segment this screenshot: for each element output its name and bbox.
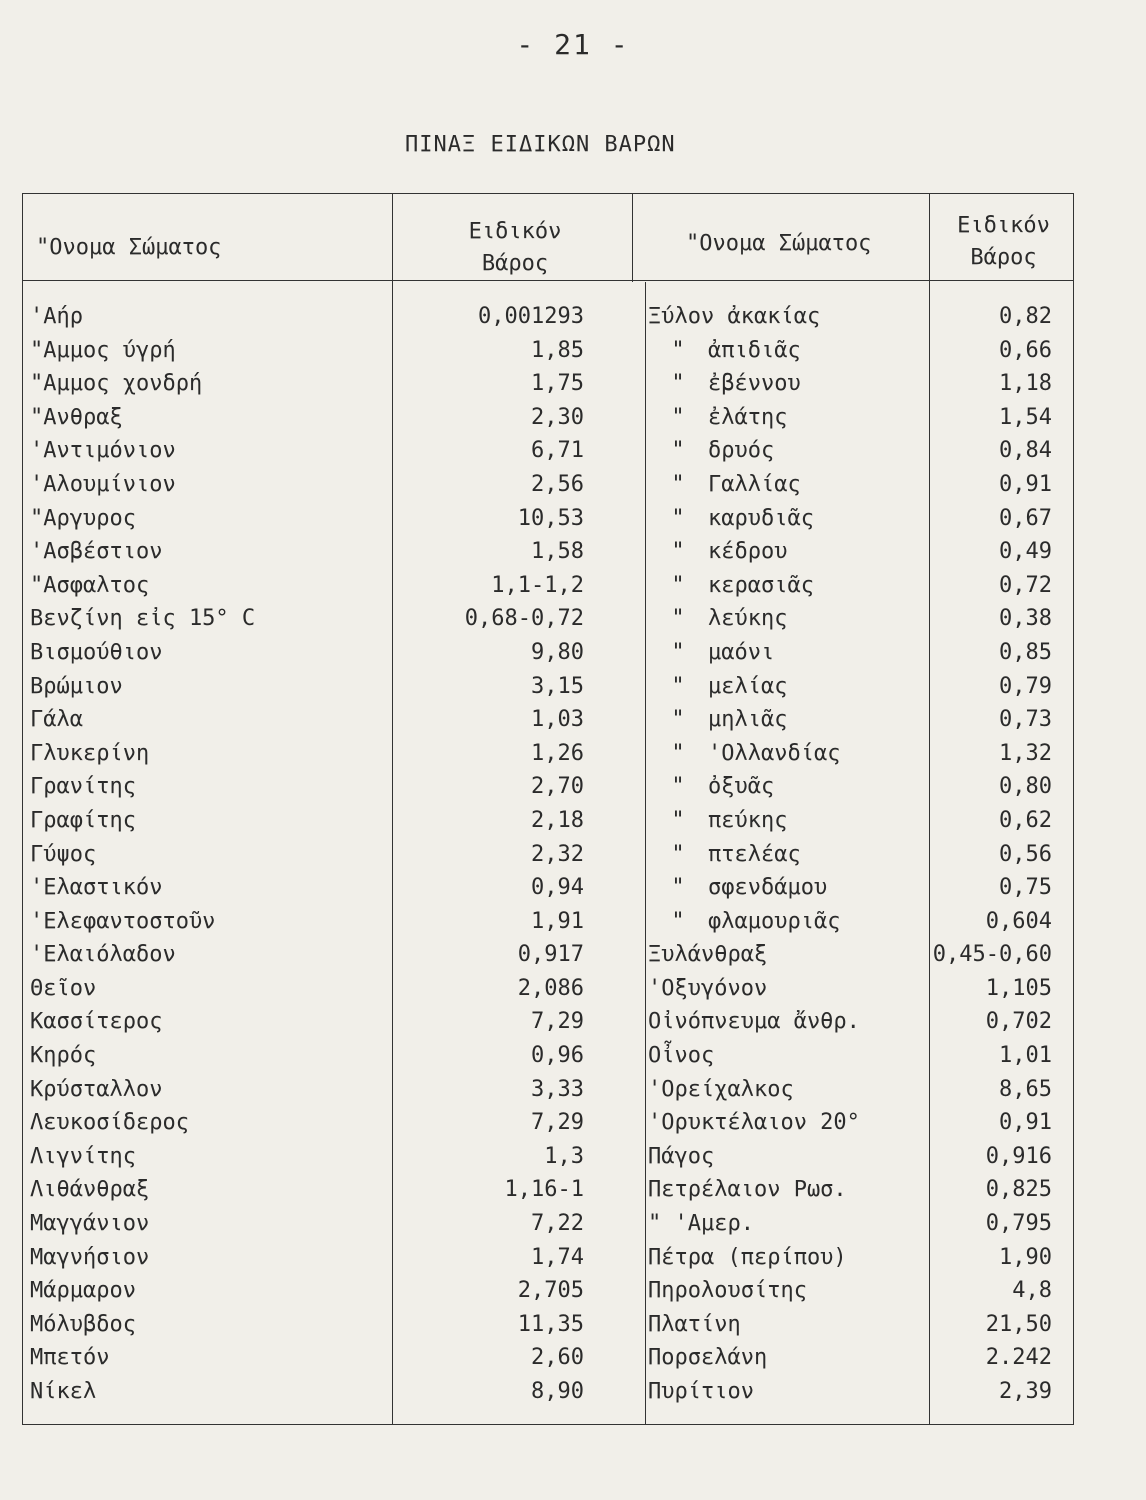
substance-name: 'Ορυκτέλαιον 20° — [648, 1110, 860, 1136]
substance-name: ὀξυᾶς — [708, 774, 775, 800]
specific-gravity-value: 0,72 — [999, 572, 1052, 598]
ditto-mark: " — [671, 673, 685, 699]
specific-gravity-value: 0,82 — [999, 304, 1052, 329]
specific-gravity-value: 0,795 — [985, 1211, 1052, 1237]
substance-name: Γλυκερίνη — [30, 740, 150, 766]
specific-gravity-value: 1,85 — [531, 337, 584, 363]
substance-name: ἀκακίας — [727, 304, 821, 329]
specific-gravity-value: 1,54 — [999, 404, 1052, 430]
specific-gravity-value: 0,38 — [999, 606, 1052, 632]
right-substance-names — [648, 300, 933, 1409]
substance-name-row — [648, 334, 933, 368]
substance-name-row — [648, 1308, 933, 1342]
page-number: - 21 - — [516, 28, 630, 61]
specific-gravity-value: 2,30 — [531, 404, 584, 430]
specific-gravity-value: 1,01 — [999, 1043, 1052, 1069]
substance-name-row — [648, 1274, 933, 1308]
substance-name: Μπετόν — [30, 1345, 110, 1371]
substance-name-row — [648, 1341, 933, 1375]
substance-name-row — [648, 468, 933, 502]
substance-name: Πλατίνη — [648, 1311, 741, 1337]
substance-name-row — [648, 838, 933, 872]
ditto-mark: " — [671, 471, 685, 497]
header-sg-left-line1: Ειδικόν — [468, 219, 562, 244]
substance-name: Λιγνίτης — [30, 1143, 136, 1169]
substance-name: 'Αήρ — [30, 304, 83, 329]
substance-name: ἐλάτης — [708, 404, 788, 430]
substance-name-row — [648, 703, 933, 737]
specific-gravity-value: 0,75 — [999, 875, 1052, 901]
header-sg-left-line2: Βάρος — [481, 251, 549, 276]
specific-gravity-value: 0,91 — [999, 471, 1052, 497]
ditto-mark: " — [671, 572, 685, 598]
column-divider — [392, 193, 393, 1425]
substance-name-row — [648, 737, 933, 771]
substance-name-row — [648, 1375, 933, 1409]
substance-name-row — [648, 502, 933, 536]
ditto-mark: " — [671, 539, 685, 565]
specific-gravity-value: 0,94 — [531, 875, 584, 901]
substance-name: μηλιᾶς — [708, 707, 788, 733]
substance-name-row — [648, 938, 933, 972]
substance-name: λεύκης — [708, 606, 788, 632]
substance-name-row — [648, 1039, 933, 1073]
substance-name: φλαμουριᾶς — [708, 908, 841, 934]
substance-name: Λιθάνθραξ — [30, 1177, 150, 1203]
substance-name: Λευκοσίδερος — [30, 1110, 189, 1136]
specific-gravity-value: 4,8 — [1012, 1278, 1052, 1304]
specific-gravity-value: 1,105 — [985, 975, 1052, 1001]
substance-name-row — [648, 1140, 933, 1174]
specific-gravity-value: 0,702 — [985, 1009, 1052, 1035]
specific-gravity-value: 0,45-0,60 — [932, 942, 1052, 968]
specific-gravity-value: 1,26 — [531, 740, 584, 766]
substance-name: πτελέας — [708, 841, 801, 867]
substance-name-row — [648, 367, 933, 401]
specific-gravity-value: 1,58 — [531, 539, 584, 565]
substance-name-row — [648, 434, 933, 468]
header-name-right: "Ονομα Σώματος — [686, 231, 872, 256]
specific-gravity-value: 9,80 — [531, 639, 584, 665]
specific-gravity-value: 21,50 — [985, 1311, 1052, 1337]
specific-gravity-value: 0,79 — [999, 673, 1052, 699]
ditto-mark: " — [671, 505, 685, 531]
ditto-mark: " — [671, 438, 685, 464]
ditto-mark: " — [671, 371, 685, 397]
substance-name-row — [648, 972, 933, 1006]
substance-name: Θεῖον — [30, 975, 97, 1001]
right-specific-gravities — [930, 300, 1052, 1409]
left-substance-names — [30, 300, 255, 1409]
column-divider — [632, 193, 633, 282]
header-specific-gravity-right — [936, 210, 1071, 274]
substance-name: Γαλλίας — [708, 471, 801, 497]
specific-gravity-value: 0,916 — [985, 1143, 1052, 1169]
specific-gravity-value: 3,33 — [531, 1076, 584, 1102]
specific-gravity-value: 0,80 — [999, 774, 1052, 800]
substance-name: Κηρός — [30, 1043, 97, 1069]
substance-name-row — [648, 1173, 933, 1207]
specific-gravity-value: 0,62 — [999, 807, 1052, 833]
specific-gravity-value: 0,49 — [999, 539, 1052, 565]
substance-name: Πάγος — [648, 1143, 715, 1169]
substance-name: 'Αλουμίνιον — [30, 471, 176, 497]
specific-gravity-value: 1,16-1 — [504, 1177, 584, 1203]
substance-name: Κασσίτερος — [30, 1009, 163, 1035]
substance-name-row — [648, 1241, 933, 1275]
substance-name: Οἰνόπνευμα ἄνθρ. — [648, 1009, 860, 1035]
substance-name: 'Οξυγόνον — [648, 975, 768, 1001]
substance-name-row — [648, 401, 933, 435]
specific-gravity-value: 2.242 — [985, 1345, 1052, 1371]
ditto-mark: " — [671, 841, 685, 867]
substance-name: Βενζίνη εἰς 15° C — [30, 606, 256, 632]
substance-name: "Ασφαλτος — [30, 572, 150, 598]
specific-gravity-value: 7,29 — [531, 1110, 584, 1136]
substance-name: Πετρέλαιον Ρωσ. — [648, 1177, 847, 1203]
substance-name-row — [648, 905, 933, 939]
substance-name: " 'Αμερ. — [648, 1211, 754, 1237]
specific-gravity-value: 1,03 — [531, 707, 584, 733]
ditto-mark: " — [671, 404, 685, 430]
ditto-mark: " — [671, 908, 685, 934]
substance-name-row — [648, 535, 933, 569]
substance-name: Γρανίτης — [30, 774, 136, 800]
specific-gravity-value: 0,66 — [999, 337, 1052, 363]
specific-gravity-value: 11,35 — [517, 1311, 584, 1337]
specific-gravity-value: 0,917 — [517, 942, 584, 968]
substance-name-row — [648, 770, 933, 804]
substance-name: Βισμούθιον — [30, 639, 163, 665]
specific-gravity-value: 8,90 — [531, 1379, 584, 1404]
page-title: ΠΙΝΑΞ ΕΙΔΙΚΩΝ ΒΑΡΩΝ — [405, 132, 676, 157]
substance-name: μελίας — [708, 673, 788, 699]
ditto-mark: " — [671, 707, 685, 733]
specific-gravity-value: 6,71 — [531, 438, 584, 464]
substance-name: πεύκης — [708, 807, 788, 833]
substance-name: Πηρολουσίτης — [648, 1278, 807, 1304]
substance-name: Πέτρα (περίπου) — [648, 1244, 847, 1270]
specific-gravity-value: 2,32 — [531, 841, 584, 867]
specific-gravity-value: 1,3 — [544, 1143, 584, 1169]
substance-name-row — [648, 636, 933, 670]
substance-name: μαόνι — [708, 639, 775, 665]
substance-name: Μάρμαρον — [30, 1278, 136, 1304]
specific-gravity-value: 0,85 — [999, 639, 1052, 665]
substance-name: Γάλα — [30, 707, 83, 733]
specific-gravity-value: 7,29 — [531, 1009, 584, 1035]
specific-gravity-value: 1,32 — [999, 740, 1052, 766]
substance-name-row — [648, 300, 933, 334]
specific-gravity-value: 0,96 — [531, 1043, 584, 1069]
substance-name-row — [648, 1005, 933, 1039]
specific-gravity-value: 0,73 — [999, 707, 1052, 733]
substance-name: Ξυλάνθραξ — [648, 942, 768, 968]
header-sg-right-line1: Ειδικόν — [957, 213, 1050, 238]
specific-gravity-value: 1,90 — [999, 1244, 1052, 1270]
substance-name: ἐβέννου — [708, 371, 801, 397]
specific-gravity-value: 7,22 — [531, 1211, 584, 1237]
substance-name: Μόλυβδος — [30, 1311, 136, 1337]
specific-gravity-value: 2,705 — [517, 1278, 584, 1304]
substance-name-row — [648, 804, 933, 838]
substance-name: 'Ελεφαντοστοῦν — [30, 908, 216, 934]
substance-name: Μαγνήσιον — [30, 1244, 150, 1270]
substance-name-row — [648, 1207, 933, 1241]
substance-name: 'Ελαστικόν — [30, 875, 163, 901]
specific-gravity-value: 0,91 — [999, 1110, 1052, 1136]
substance-name: Κρύσταλλον — [30, 1076, 163, 1102]
specific-gravity-value: 0,67 — [999, 505, 1052, 531]
specific-gravity-value: 0,604 — [985, 908, 1052, 934]
substance-name: κέδρου — [708, 539, 788, 565]
substance-name: "Αμμος ύγρή — [30, 337, 176, 363]
specific-gravity-value: 1,18 — [999, 371, 1052, 397]
substance-name: δρυός — [708, 438, 775, 464]
specific-gravity-value: 0,68-0,72 — [464, 606, 584, 632]
specific-gravity-value: 1,1-1,2 — [491, 572, 584, 598]
substance-name: Πυρίτιον — [648, 1379, 754, 1404]
substance-name: "Αργυρος — [30, 505, 136, 531]
specific-gravity-value: 0,825 — [985, 1177, 1052, 1203]
substance-name: 'Ολλανδίας — [708, 740, 841, 766]
substance-name: "Αμμος χονδρή — [30, 371, 203, 397]
specific-gravity-value: 2,70 — [531, 774, 584, 800]
substance-name: Γύψος — [30, 841, 97, 867]
specific-gravity-value: 8,65 — [999, 1076, 1052, 1102]
substance-name: καρυδιᾶς — [708, 505, 814, 531]
ditto-mark: " — [671, 875, 685, 901]
header-specific-gravity-left — [440, 216, 590, 280]
substance-name-row — [648, 602, 933, 636]
left-specific-gravities — [402, 300, 584, 1409]
specific-gravity-value: 2,60 — [531, 1345, 584, 1371]
header-sg-right-line2: Βάρος — [970, 245, 1037, 270]
substance-name-row — [648, 871, 933, 905]
specific-gravity-value: 1,91 — [531, 908, 584, 934]
ditto-mark: " — [671, 639, 685, 665]
specific-gravity-value: 0,56 — [999, 841, 1052, 867]
ditto-mark: " — [671, 807, 685, 833]
substance-name-row — [648, 670, 933, 704]
substance-name: ἀπιδιᾶς — [708, 337, 801, 363]
specific-gravity-value: 1,75 — [531, 371, 584, 397]
column-divider — [645, 282, 646, 1425]
substance-name: Πορσελάνη — [648, 1345, 768, 1371]
specific-gravity-value: 3,15 — [531, 673, 584, 699]
specific-gravity-value: 2,18 — [531, 807, 584, 833]
substance-name: 'Ελαιόλαδον — [30, 942, 176, 968]
specific-gravity-value: 0,001293 — [478, 304, 584, 329]
ditto-mark: " — [671, 774, 685, 800]
substance-name-row — [648, 1073, 933, 1107]
substance-name: κερασιᾶς — [708, 572, 814, 598]
substance-name: Οἶνος — [648, 1043, 715, 1069]
substance-name: 'Ασβέστιον — [30, 539, 163, 565]
header-divider — [22, 280, 1074, 281]
substance-name: σφενδάμου — [708, 875, 828, 901]
ditto-mark: " — [671, 740, 685, 766]
substance-name: Γραφίτης — [30, 807, 136, 833]
specific-gravity-value: 2,39 — [999, 1379, 1052, 1404]
substance-name-row — [648, 569, 933, 603]
specific-gravity-value: 2,086 — [517, 975, 584, 1001]
specific-gravity-value: 10,53 — [517, 505, 584, 531]
substance-name: Νίκελ — [30, 1379, 97, 1404]
specific-gravity-value: 2,56 — [531, 471, 584, 497]
header-name-left: "Ονομα Σώματος — [36, 235, 222, 260]
substance-name: "Ανθραξ — [30, 404, 123, 430]
specific-gravity-value: 0,84 — [999, 438, 1052, 464]
substance-prefix: Ξύλον — [648, 304, 715, 329]
substance-name-row — [648, 1106, 933, 1140]
specific-gravity-value: 1,74 — [531, 1244, 584, 1270]
substance-name: 'Αντιμόνιον — [30, 438, 176, 464]
substance-name: Βρώμιον — [30, 673, 123, 699]
ditto-mark: " — [671, 337, 685, 363]
substance-name: 'Ορείχαλκος — [648, 1076, 794, 1102]
ditto-mark: " — [671, 606, 685, 632]
substance-name: Μαγγάνιον — [30, 1211, 150, 1237]
